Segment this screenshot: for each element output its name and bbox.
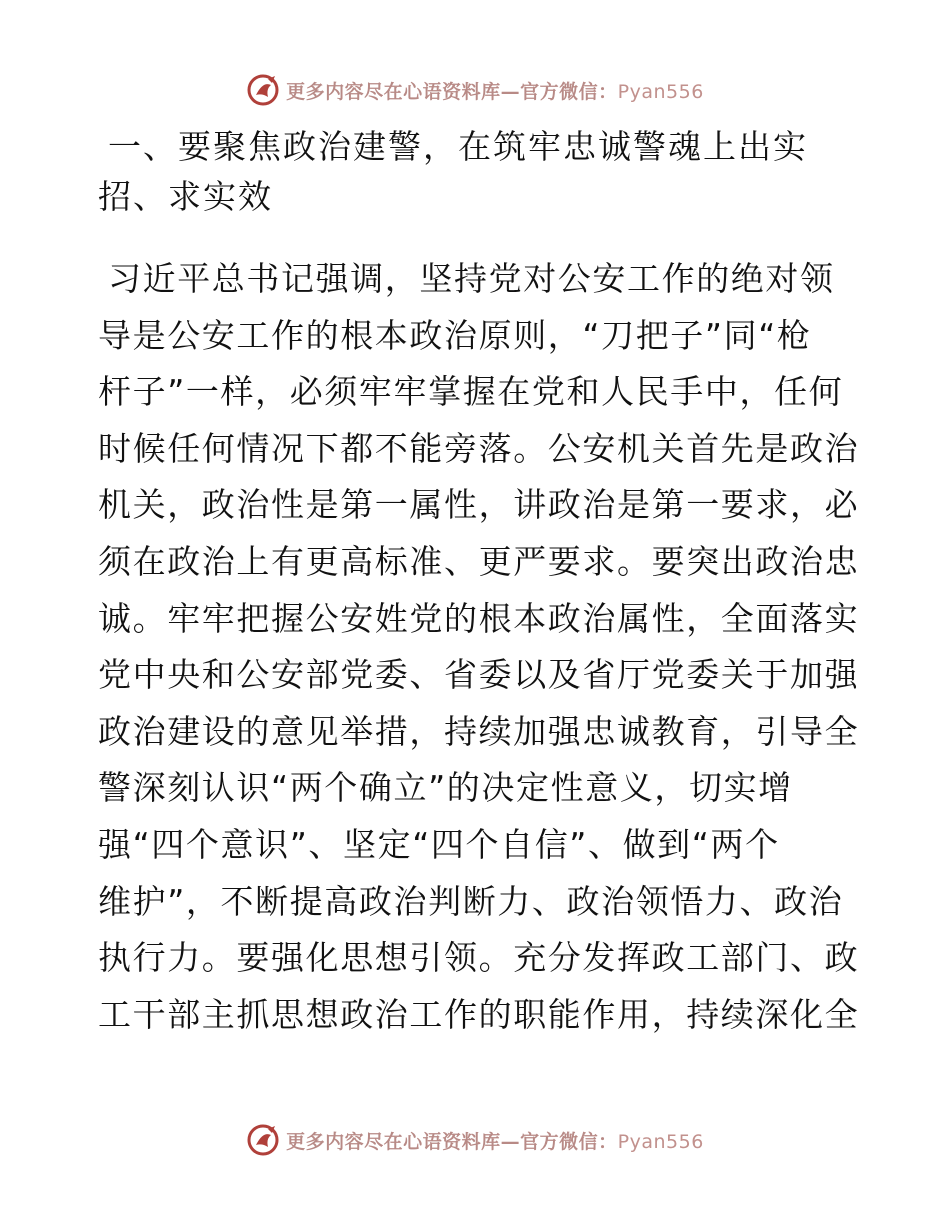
paragraph-line: 习近平总书记强调，坚持党对公安工作的绝对领 — [108, 259, 835, 298]
paragraph-line: 机关，政治性是第一属性，讲政治是第一要求，必 — [98, 485, 860, 525]
paragraph-line: 导是公安工作的根本政治原则，“刀把子”同“枪 — [98, 315, 812, 355]
paragraph-line: 须在政治上有更高标准、更严要求。要突出政治忠 — [98, 541, 860, 581]
section-heading — [98, 122, 818, 222]
paragraph-line: 党中央和公安部党委、省委以及省厅党委关于加强 — [98, 655, 860, 695]
paragraph-line: 诚。牢牢把握公安姓党的根本政治属性，全面落实 — [98, 598, 860, 638]
paragraph-line: 警深刻认识“两个确立”的决定性意义，切实增 — [98, 768, 793, 808]
paragraph-line: 时候任何情况下都不能旁落。公安机关首先是政治 — [98, 428, 860, 468]
watermark-text: 更多内容尽在心语资料库—官方微信：Pyan556 — [286, 80, 704, 103]
seal-logo-icon — [246, 1123, 280, 1157]
paragraph-line: 工干部主抓思想政治工作的职能作用，持续深化全 — [98, 994, 860, 1034]
paragraph-line: 维护”，不断提高政治判断力、政治领悟力、政治 — [98, 881, 844, 921]
header-watermark — [0, 70, 950, 110]
watermark-text: 更多内容尽在心语资料库—官方微信：Pyan556 — [286, 1130, 704, 1153]
heading-line: 一、要聚焦政治建警，在筑牢忠诚警魂上出实 — [108, 127, 808, 166]
paragraph-line: 杆子”一样，必须牢牢掌握在党和人民手中，任何 — [98, 372, 844, 412]
footer-watermark — [0, 1120, 950, 1160]
body-paragraph — [98, 251, 858, 1043]
paragraph-line: 政治建设的意见举措，持续加强忠诚教育，引导全 — [98, 711, 860, 751]
heading-line: 招、求实效 — [98, 177, 273, 216]
paragraph-line: 执行力。要强化思想引领。充分发挥政工部门、政 — [98, 938, 860, 978]
paragraph-line: 强“四个意识”、坚定“四个自信”、做到“两个 — [98, 824, 780, 864]
seal-logo-icon — [246, 73, 280, 107]
